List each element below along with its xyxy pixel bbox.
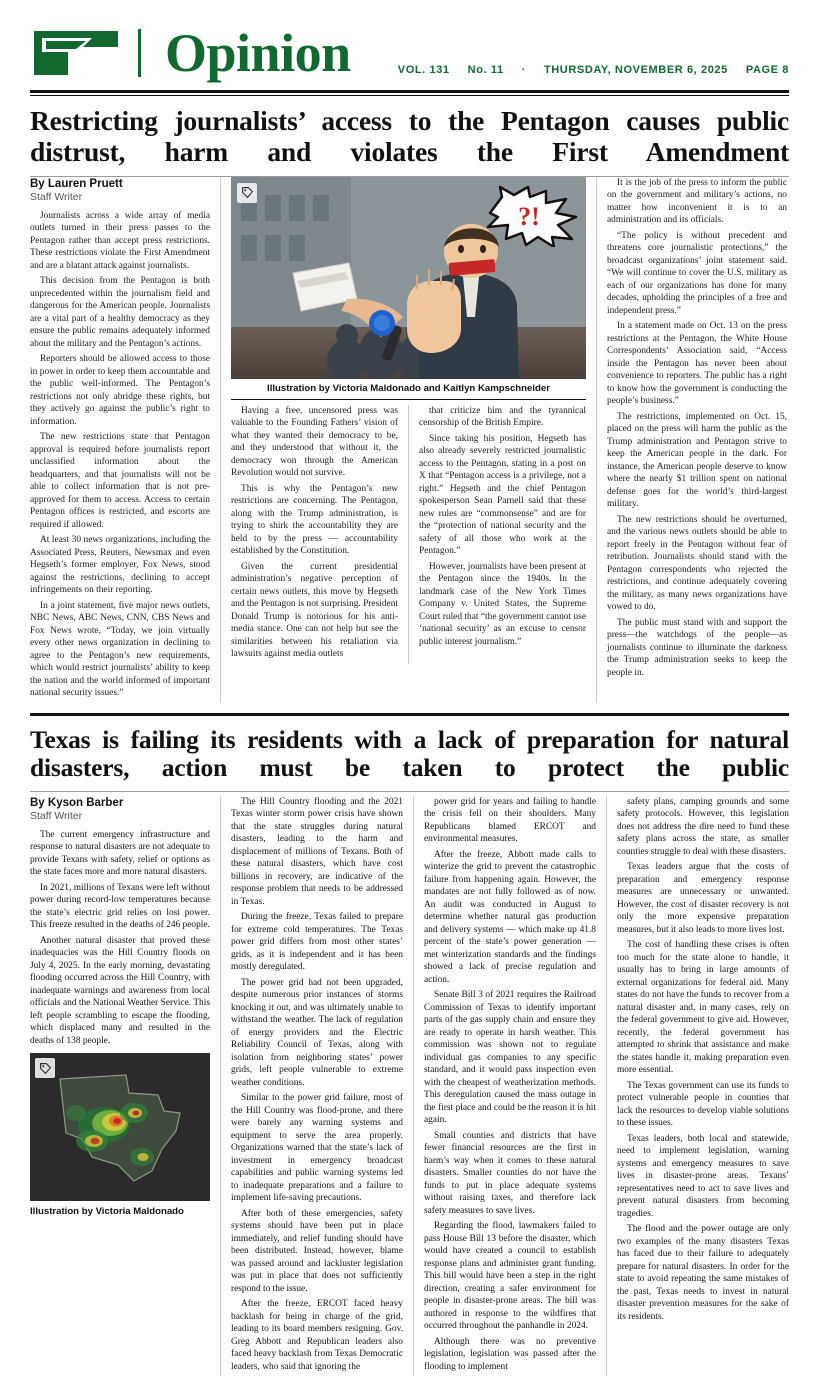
issue-date: THURSDAY, NOVEMBER 6, 2025 (543, 64, 728, 76)
paragraph: Texas leaders argue that the costs of preparation and emergency response measures are unnecessary or unwanted. However, the cost of disaster recovery is not only the more expensive preparation measures, but it also leads to more lives lost. (617, 862, 789, 935)
article-2 (30, 726, 789, 1376)
article-2-byline-role: Staff Writer (30, 810, 83, 823)
paragraph: Having a free, uncensored press was valuable to the Founding Fathers’ vision of what they wanted their democracy to be, and they understood that without it, the democracy won through the American Revolution would not survive. (231, 405, 398, 479)
paragraph: This decision from the Pentagon is both unprecedented within the journalism field and dangerous for the American people. Journalists are a vital part of a healthy democracy as they ensure the public remains adequately informed about the military and the Pentagon’s actions. (30, 276, 210, 349)
article-1-illustration (231, 177, 586, 379)
article-2-body (30, 796, 789, 1376)
paragraph: The cost of handling these crises is often too much for the state alone to handle, it usually has to bring in large amounts of external organizations for federal aid. Many states do not have the funds to recover from a natural disaster and, in many cases, rely on the federal government to give aid. However, recently, the federal government has attempted to shrink that assistance and make the states handle it, making preparation even more essential. (617, 940, 789, 1076)
paragraph: Since taking his position, Hegseth has also already severely restricted journalistic access to the Pentagon, stating in a post on X that “Pentagon access is a privilege, not a right.” Hegseth and the chief Pentagon spokesperson Sean Parnell said that these new rules are “commonsense” and are for the “protection of national security and the safety of all those who work at the Pentagon.” (419, 433, 586, 557)
paragraph: “The policy is without precedent and threatens core journalistic protections,” the broadcast organizations’ joint statement said. “We will continue to cover the U.S. military as each of our organizations has done for many decades, upholding the principles of a free and independent press.” (607, 230, 787, 316)
article-1-byline-role: Staff Writer (30, 190, 83, 203)
article-2-column-1 (30, 796, 210, 1376)
article-2-figure (30, 1053, 210, 1219)
paragraph: Journalists across a wide array of media outlets turned in their press passes to the Pentagon rather than accept press restrictions. These restrictions violate the First Amendment and are a blatant attack against journalists. (30, 210, 210, 271)
paragraph: In 2021, millions of Texans were left without power during record-low temperatures because the state’s electric grid relies on lost power. This freeze resulted in the deaths of 246 people. (30, 882, 210, 931)
column-divider (220, 796, 221, 1376)
masthead (30, 23, 789, 86)
issue-volume: VOL. 131 (397, 64, 450, 76)
paragraph: Although there was no preventive legislation, legislation was passed after the flooding to implement (424, 1336, 596, 1372)
article-1-column-2 (231, 405, 398, 664)
paragraph: The public must stand with and support the press—the watchdogs of the people—as journalists continue to illuminate the darkness the Trump administration seeks to keep the people in. (607, 617, 787, 678)
article-2-byline-block (30, 796, 210, 824)
article-1-byline-block (30, 177, 210, 205)
article-2-column-2 (231, 796, 403, 1376)
article-1-headline: Restricting journalists’ access to the Pentagon causes public distrust, harm and violates the First Amendment (30, 105, 789, 167)
paragraph: Regarding the flood, lawmakers failed to pass House Bill 13 before the disaster, which would have created a council to establish response plans and administer grant funding. This bill would have been a step in the right direction, creating a safer environment for people in disaster-prone areas. The bill was authored in response to the wildfires that occurred throughout the panhandle in 2024. (424, 1221, 596, 1332)
svg-text:?!: ?! (518, 201, 540, 231)
article-1-figure (231, 177, 586, 400)
article-2-byline: By Kyson Barber (30, 796, 124, 809)
logo-divider (138, 29, 141, 77)
issue-info (398, 64, 789, 80)
publication-section-title: Opinion (165, 23, 351, 83)
paragraph: The power grid had not been upgraded, despite numerous prior instances of storms knocking it out, and was ultimately unable to withstand the weather. The lack of regulation of energy providers and the Electric Reliability Council of Texas, along with isolation from neighboring states’ power grids, left people vulnerable to extreme weather conditions. (231, 977, 403, 1088)
paragraph: power grid for years and failing to handle the crisis fell on their shoulders. Many Republicans blamed ERCOT and environmental measures. (424, 796, 596, 845)
issue-number: No. 11 (467, 64, 504, 76)
paragraph: After the freeze, ERCOT faced heavy backlash for being in charge of the grid, leading to its board members resigning. Gov. Greg Abbott and Republican leaders also faced heavy backlash from Texas Democratic leaders, who said that ignoring the (231, 1299, 403, 1372)
article-1-center-columns (231, 405, 586, 664)
paragraph: Similar to the power grid failure, most of the Hill Country was flood-prone, and there were barely any warning systems and equipment to serve the area properly. Organizations warned that the state’s lack of investment in emergency broadcast capabilities and public warning systems led to inadequate preparations and a failure to implement life-saving precautions. (231, 1093, 403, 1204)
flag-mark-icon (30, 27, 122, 79)
paragraph: Reporters should be allowed access to those in power in order to keep them accountable and the public well-informed. The Pentagon’s restrictions not only abridge these rights, but they actively go against the public’s right to information. (30, 354, 210, 427)
image-tag-icon (35, 1058, 55, 1078)
column-divider (596, 177, 597, 703)
paragraph: After both of these emergencies, safety systems should have been put in place immediately, and relief funding should have been distributed. Instead, however, blame was passed around and lackluster legislation was put in place that does not sufficiently respond to the issue. (231, 1208, 403, 1294)
paragraph: The Hill Country flooding and the 2021 Texas winter storm power crisis have shown that the state struggles during natural disasters, leading to the harm and displacement of millions of Texans. Both of these natural disasters, which have cost billions in recovery, are indicative of the response problem that needs to be addressed in Texas. (231, 796, 403, 907)
paragraph: safety plans, camping grounds and some safety protocols. However, this legislation does not address the dire need to fund these safety plans across the state, as smaller counties struggle to deal with these disasters. (617, 796, 789, 857)
paragraph: At least 30 news organizations, including the Associated Press, Reuters, Newsmax and even Hegseth’s former employer, Fox News, stood against the restrictions, declining to accept infringements on their reporting. (30, 535, 210, 596)
column-divider (413, 796, 414, 1376)
article-1-column-3 (419, 405, 586, 664)
paragraph: In a joint statement, five major news outlets, NBC News, ABC News, CNN, CBS News and Fox News wrote, “Today, we join virtually every other news organization in declining to agree to the Pentagon’s new requirements, which would restrict journalists’ ability to keep the nation and the world informed of important national security issues.” (30, 600, 210, 699)
column-divider (606, 796, 607, 1376)
article-1-column-1 (30, 177, 210, 703)
article-1 (30, 177, 789, 703)
paragraph: In a statement made on Oct. 13 on the press restrictions at the Pentagon, the White House Correspondents’ Association said, “Access inside the Pentagon has never been about convenience to reporters. The public has a right to know how the government is conducting the people’s business.” (607, 321, 787, 407)
paragraph: Small counties and districts that have fewer financial resources are the first in harm’s way when it comes to these natural disasters. Smaller counties do not have the funds to put in place adequate systems without raising taxes, and therefore lack safety measures to save lives. (424, 1130, 596, 1216)
paragraph: The Texas government can use its funds to protect vulnerable people in counties that lack the resources to develop viable solutions to these issues. (617, 1080, 789, 1129)
paragraph: The new restrictions state that Pentagon approval is required before journalists report unclassified information about the headquarters, and that journalists will not be able to collect information that is not pre-approved for them to access. Access to certain Pentagon offices is restricted, and escorts are required if allowed. (30, 432, 210, 530)
texas-heatmap-illustration (30, 1053, 210, 1201)
paragraph: that criticize him and the tyrannical censorship of the British Empire. (419, 405, 586, 429)
column-divider (408, 405, 409, 664)
speech-bubble (484, 185, 580, 247)
article-1-figure-caption: Illustration by Victoria Maldonado and Kaitlyn Kampschneider (231, 379, 586, 400)
article-1-center-block (231, 177, 586, 703)
article-2-headline: Texas is failing its residents with a lack of preparation for natural disasters, action must be taken to protect the public (30, 724, 789, 783)
issue-separator: · (521, 64, 526, 76)
paragraph: Texas leaders, both local and statewide, need to implement legislation, warning systems and emergency measures to save lives in disaster-prone areas. Texans’ representatives need to act to save lives and prevent natural disasters from becoming tragedies. (617, 1133, 789, 1219)
article-1-column-4 (607, 177, 787, 703)
paragraph: However, journalists have been present at the Pentagon since the 1940s. In the landmark case of the New York Times Company v. United States, the Supreme Court ruled that “the government cannot use ‘national security’ as an excuse to censor public interest journalism.” (419, 561, 586, 647)
paragraph: The flood and the power outage are only two examples of the many disasters Texas has faced due to their failure to adequately prepare for natural disasters. In order for the state to avoid repeating the same mistakes of the past, Texas needs to invest in natural disaster prevention measures for the sake of its residents. (617, 1224, 789, 1322)
article-separator-rule (30, 713, 789, 716)
masthead-rule (30, 90, 789, 93)
paragraph: Given the current presidential administration’s negative perception of certain news outlets, this move by Hegseth and the Pentagon is not surprising. President Donald Trump is notorious for his anti-media stance. One can not help but see the similarities between his retaliation via lawsuits against media outlets (231, 561, 398, 660)
column-divider (220, 177, 221, 703)
paragraph: During the freeze, Texas failed to prepare for extreme cold temperatures. The Texas power grid differs from most other states’ grids, as it is independent and it has been mostly deregulated. (231, 912, 403, 973)
paragraph: After the freeze, Abbott made calls to winterize the grid to prevent the catastrophic failure from happening again. However, the mandates are not fully followed as of now. An audit was conducted in August to determine whether natural gas production and delivery systems — which make up 41.8 percent of the state’s power generation — met winterization standards and the findings showed a lack of precise regulation and action. (424, 849, 596, 985)
paragraph: It is the job of the press to inform the public on the government and military’s actions, no matter how inconvenient it is to an administration and its officials. (607, 177, 787, 226)
paragraph: This is why the Pentagon’s new restrictions are concerning. The Pentagon, along with the Trump administration, is trying to shirk the accountability they are held to by the press — accountability established by the Constitution. (231, 483, 398, 557)
article-2-headline-rule (30, 791, 789, 792)
paragraph: Another natural disaster that proved these inadequacies was the Hill Country floods on July 4, 2025. In the early morning, devastating flooding occurred across the Hill Country, with inadequate warnings and awareness from local officials and the National Weather Service. This left people scrambling to escape the flooding, which displaced many and resulted in the deaths of 138 people. (30, 935, 210, 1046)
article-1-byline: By Lauren Pruett (30, 177, 123, 190)
paragraph: The restrictions, implemented on Oct. 15, placed on the press will harm the public as the Trump administration and Pentagon strive to keep the American people in the dark. For instance, the American people deserve to know where the nearly $1 trillion spent on national defense goes for the world’s third-largest military. (607, 411, 787, 510)
page-number: PAGE 8 (745, 64, 789, 76)
article-2-figure-caption: Illustration by Victoria Maldonado (30, 1206, 184, 1218)
paragraph: The new restrictions should be overturned, and the various news outlets should be able to report freely in the Pentagon without fear of retribution. Journalists should stand with the Pentagon correspondents who rejected the restrictions, and continue adequately covering the military, as many news organizations have vowed to do. (607, 514, 787, 613)
article-2-column-3 (424, 796, 596, 1376)
article-2-column-4 (617, 796, 789, 1376)
masthead-rule-thin (30, 95, 789, 96)
image-tag-icon (237, 183, 257, 203)
paragraph: Senate Bill 3 of 2021 requires the Railroad Commission of Texas to identify important parts of the gas supply chain and ensure they are ready to operate in harsh weather. This commission was shown not to regulate individual gas companies to any specific standard, and it would pass inspection even with the cheapest of weatherization methods. This deregulation caused the mass outage in the first place and could be the reason it is hit again. (424, 990, 596, 1126)
paragraph: The current emergency infrastructure and response to natural disasters are not adequate to provide Texans with safety, relief or options as the state faces more and more natural disasters. (30, 829, 210, 878)
